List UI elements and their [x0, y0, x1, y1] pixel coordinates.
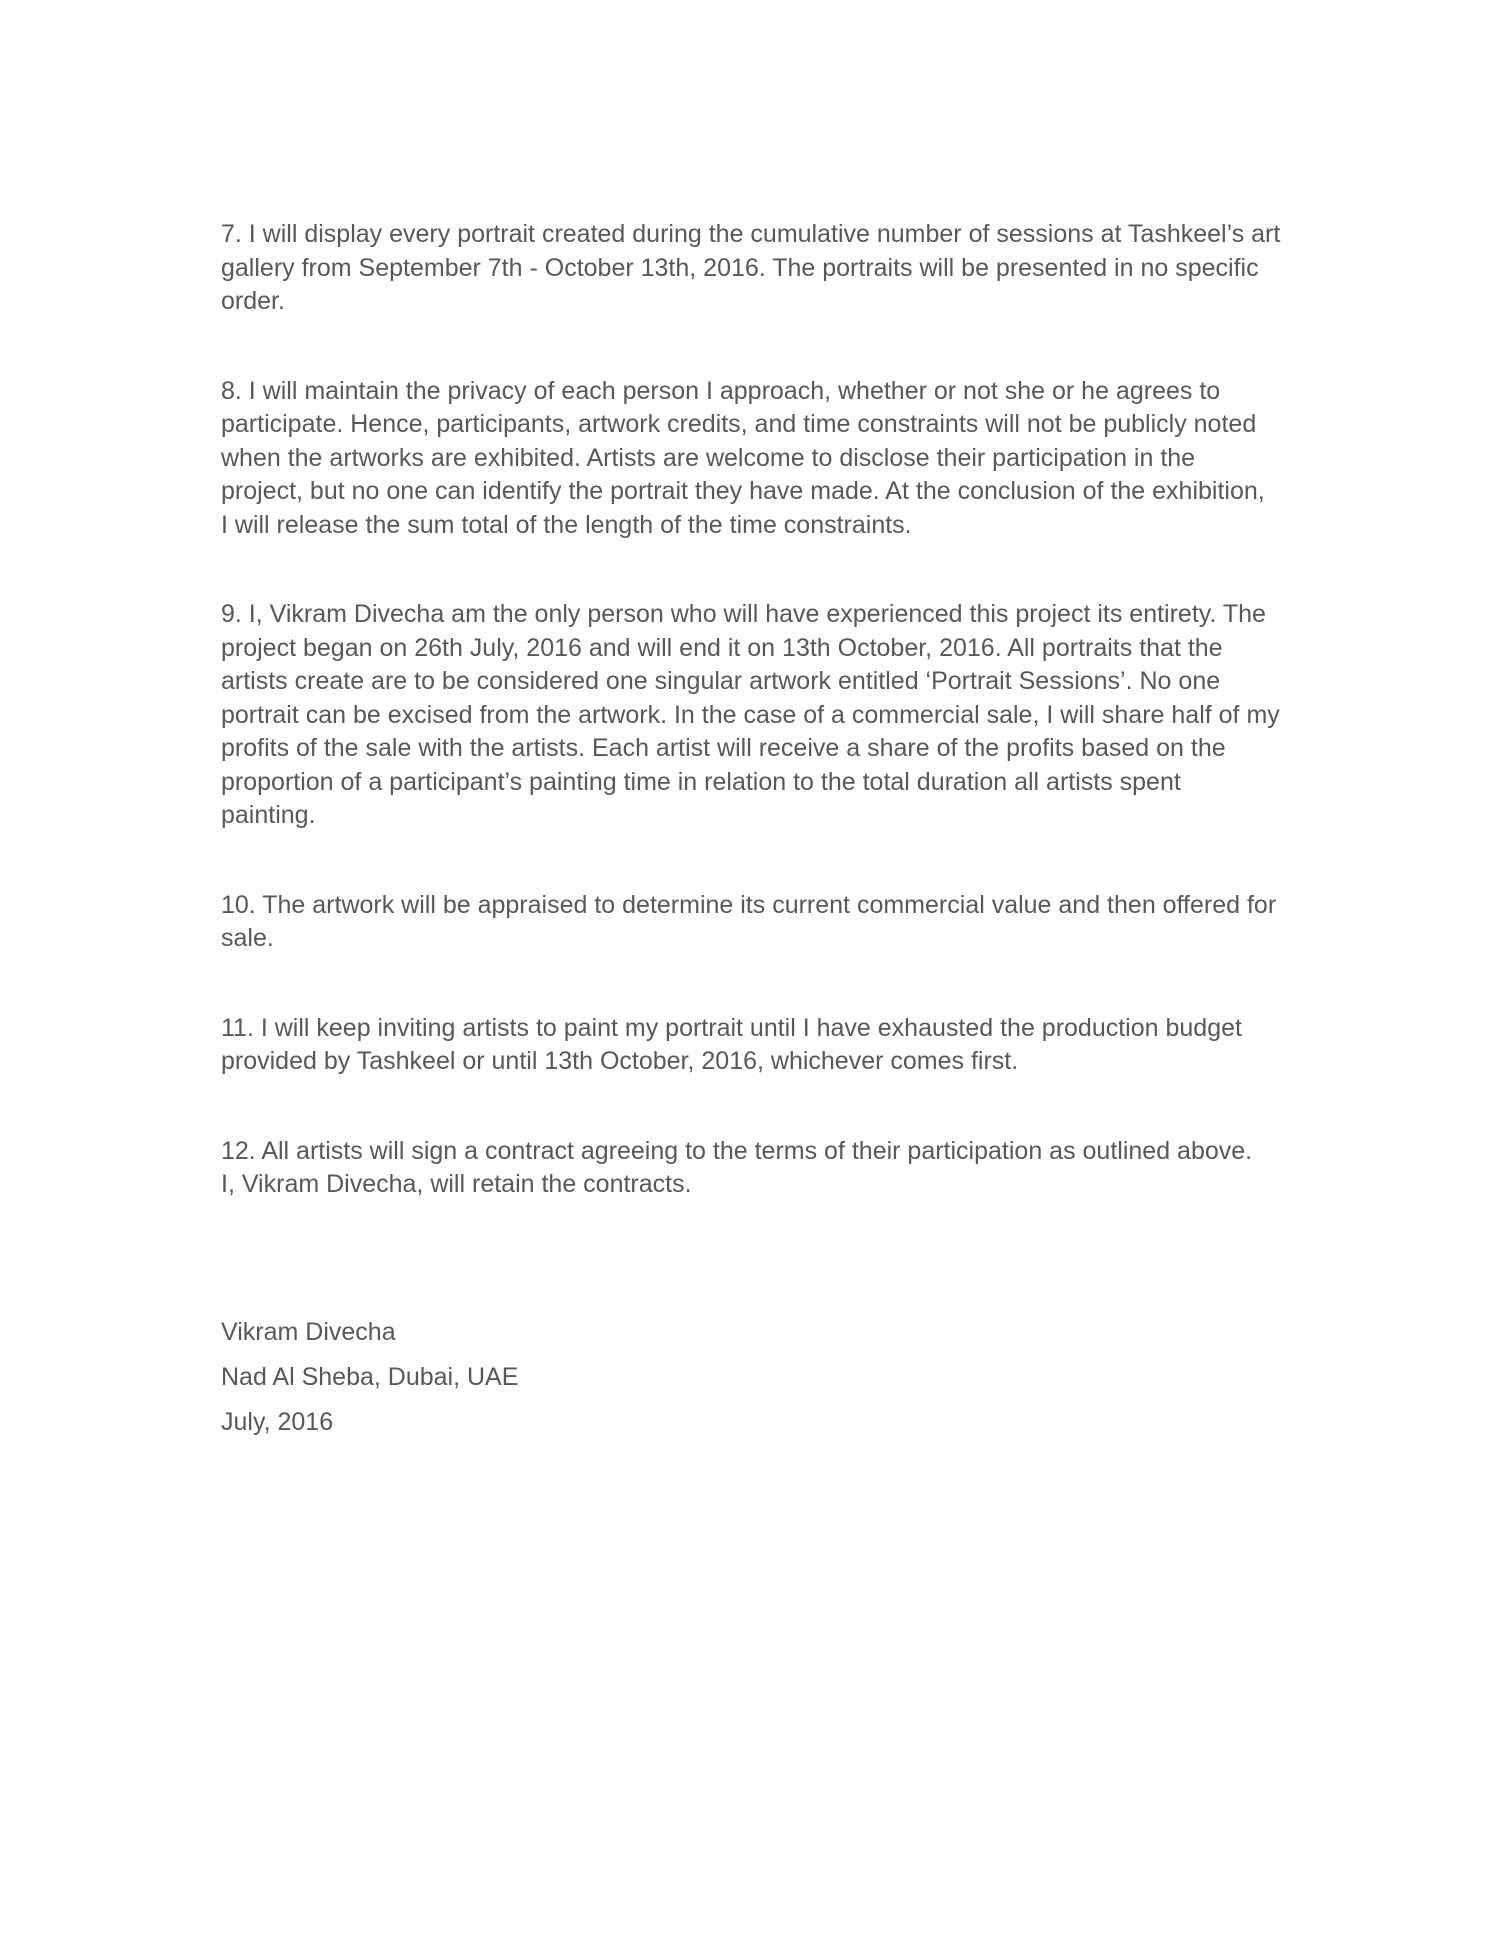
term-8-paragraph: 8. I will maintain the privacy of each person I approach, whether or not she or he agrees to participate. Hence, participants, artwork credits, and time constraints will not be publicly noted when the artworks are exhibited. Artists are welcome to disclose their participation in the project, but no one can identify the portrait they have made. At the conclusion of the exhibition, I will release the sum total of the length of the time constraints. [221, 376, 1265, 539]
term-12-paragraph: 12. All artists will sign a contract agreeing to the terms of their participation as outlined above. I, Vikram Divecha, will retain the contracts. [221, 1136, 1253, 1198]
term-7-paragraph: 7. I will display every portrait created during the cumulative number of sessions at Tashkeel’s art gallery from September 7th - October 13th, 2016. The portraits will be presented in no specific order. [221, 220, 1281, 315]
term-11-paragraph: 11. I will keep inviting artists to paint my portrait until I have exhausted the production budget provided by Tashkeel or until 13th October, 2016, whichever comes first. [221, 1013, 1242, 1075]
signature-date: July, 2016 [221, 1408, 334, 1436]
term-10-paragraph: 10. The artwork will be appraised to determine its current commercial value and then offered for sale. [221, 890, 1277, 952]
terms-list [221, 218, 1296, 1202]
term-9-paragraph: 9. I, Vikram Divecha am the only person who will have experienced this project its entirety. The project began on 26th July, 2016 and will end it on 13th October, 2016. All portraits that the artists create are to be considered one singular artwork entitled ‘Portrait Sessions’. No one portrait can be excised from the artwork. In the case of a commercial sale, I will share half of my profits of the sale with the artists. Each artist will receive a share of the profits based on the proportion of a participant’s painting time in relation to the total duration all artists spent painting. [221, 600, 1280, 829]
signature-block [221, 1310, 518, 1445]
signature-name: Vikram Divecha [221, 1318, 396, 1346]
signature-location: Nad Al Sheba, Dubai, UAE [221, 1363, 519, 1391]
